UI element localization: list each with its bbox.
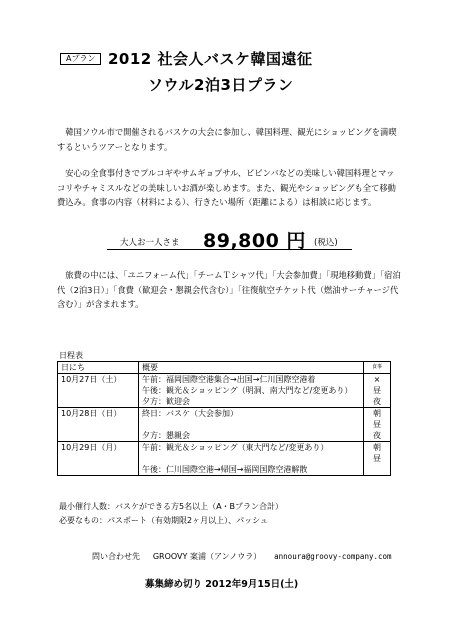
day3-row2 bbox=[139, 453, 364, 464]
day1-row3: 夕方：歓迎会 bbox=[139, 396, 364, 408]
plan-tag: Aプラン bbox=[60, 53, 101, 65]
day3-meal2: 昼 bbox=[364, 453, 391, 464]
schedule-table bbox=[57, 361, 391, 476]
price-value: 89,800 円 bbox=[203, 230, 306, 252]
day1-row1: 午前：福岡国際空港集合→出国→仁川国際空港着 bbox=[139, 374, 364, 386]
page-subtitle: ソウル2泊3日プラン bbox=[148, 76, 294, 94]
table-row bbox=[58, 442, 391, 454]
day2-row3: 夕方：懇親会 bbox=[139, 430, 364, 442]
contact-company: GROOVY 案浦（アンノウラ） bbox=[152, 552, 262, 561]
price-label: 大人お一人さま bbox=[120, 238, 180, 248]
price-block bbox=[107, 226, 352, 250]
day1-row2: 午後：観光＆ショッピング（明洞、南大門など/変更あり） bbox=[139, 385, 364, 396]
day2-meal3: 夜 bbox=[364, 430, 391, 442]
day3-date: 10月29日（月） bbox=[58, 442, 139, 476]
requirements: 必要なもの：パスポート（有効期限2ヶ月以上）、パッシュ bbox=[59, 516, 268, 525]
table-row bbox=[58, 408, 391, 420]
day3-meal3 bbox=[364, 464, 391, 476]
day2-meal1: 朝 bbox=[364, 408, 391, 420]
header-summary: 概要 bbox=[139, 362, 364, 374]
day2-date: 10月28日（日） bbox=[58, 408, 139, 442]
schedule-header-row bbox=[58, 362, 391, 374]
day1-meal2: 昼 bbox=[364, 385, 391, 396]
min-participants: 最小催行人数：バスケができる方5名以上（A・Bプラン合計） bbox=[59, 502, 284, 511]
header-meal: 食事 bbox=[364, 362, 391, 374]
day3-row1: 午前：観光＆ショッピング（東大門など/変更あり） bbox=[139, 442, 364, 454]
day3-row3: 午後：仁川国際空港→帰国→福岡国際空港解散 bbox=[139, 464, 364, 476]
intro-paragraph-2: 安心の全食事付きでプルコギやサムギョプサル、ビビンバなどの美味しい韓国料理とマッコリやチャミスルなどの美味しいお酒が楽しめます。また、観光やショッピングも全て移動費込み。食事の内容（材料による）、行きたい場所（距離による）は相談に応じます。 bbox=[57, 168, 396, 207]
includes-paragraph: 旅費の中には、「ユニフォーム代」「チームＴシャツ代」「大会参加費」「現地移動費」「宿泊代（2泊3日）」「食費（歓迎会・懇親会代含む）」「往復航空チケット代（燃油サーチャージ代含む）」が含まれます。 bbox=[57, 270, 401, 309]
header-date: 日にち bbox=[58, 362, 139, 374]
day1-meal1: × bbox=[364, 374, 391, 386]
schedule-title: 日程表 bbox=[59, 351, 83, 360]
contact-label: 問い合わせ先 bbox=[92, 552, 140, 561]
page-title: 2012 社会人バスケ韓国遠征 bbox=[108, 50, 313, 68]
intro-paragraph-1: 韓国ソウル市で開催されるバスケの大会に参加し、韓国料理、観光にショッピングを満喫するというツアーとなります。 bbox=[57, 127, 397, 152]
table-row bbox=[58, 374, 391, 386]
day3-meal1: 朝 bbox=[364, 442, 391, 454]
day2-row1: 終日：バスケ（大会参加） bbox=[139, 408, 364, 420]
deadline: 募集締め切り 2012年9月15日(土) bbox=[145, 579, 299, 590]
price-underline bbox=[107, 249, 352, 250]
day1-meal3: 夜 bbox=[364, 396, 391, 408]
day2-row2 bbox=[139, 419, 364, 430]
day2-meal2: 昼 bbox=[364, 419, 391, 430]
price-tax-note: (税込) bbox=[314, 238, 338, 248]
contact-email[interactable]: annoura@groovy-company.com bbox=[274, 552, 392, 561]
day1-date: 10月27日（土） bbox=[58, 374, 139, 408]
contact-line bbox=[92, 551, 400, 562]
